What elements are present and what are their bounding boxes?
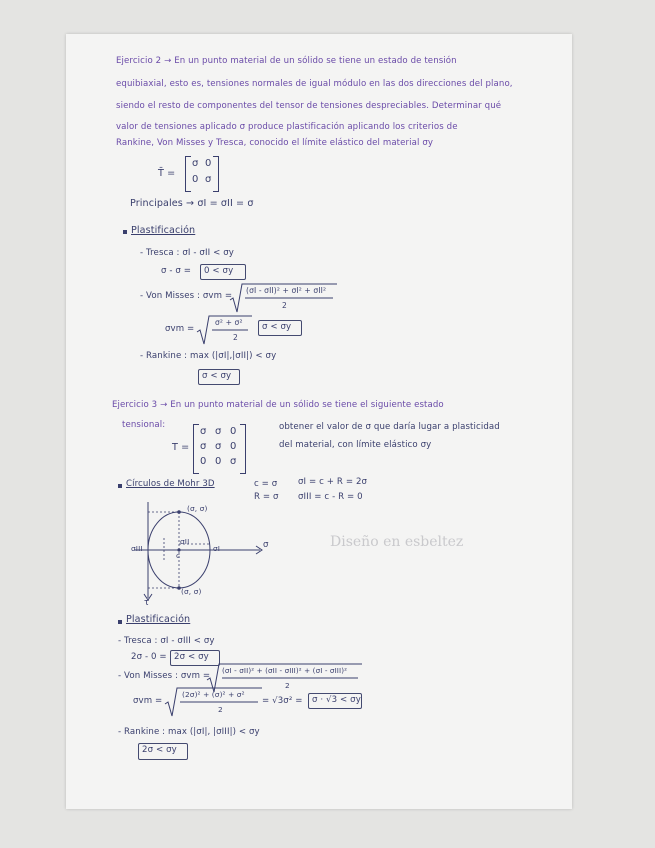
ex3-mohr-title: Círculos de Mohr 3D — [126, 479, 215, 489]
ex3-matrix-cell: 0 — [230, 441, 237, 452]
ex3-vm2: σvm = — [133, 696, 163, 706]
ex2-vm-numerator: (σI - σII)² + σI² + σII² — [246, 286, 327, 295]
ex3-vm2-numerator: (2σ)² + (σ)² + σ² — [182, 690, 245, 699]
ex3-matrix-cell: σ — [200, 426, 207, 437]
ex3-plastificacion-title: Plastificación — [126, 614, 191, 625]
ex2-tresca-result: 0 < σy — [204, 266, 234, 276]
ex3-label-sigma-ii: σII — [180, 537, 190, 546]
bullet-icon — [123, 230, 127, 234]
ex2-tresca-eq: σ - σ = — [161, 266, 192, 276]
ex3-c-eq: c = σ — [254, 479, 278, 489]
ex3-point-bottom: (σ, σ) — [181, 587, 202, 596]
ex3-vm-denominator: 2 — [285, 681, 290, 690]
ex3-matrix-cell: 0 — [200, 456, 207, 467]
ex3-vm2-denominator: 2 — [218, 705, 223, 714]
ex3-sigma-iii-eq: σIII = c - R = 0 — [298, 492, 363, 502]
ex3-obtener-1: obtener el valor de σ que daría lugar a plasticidad — [279, 422, 500, 432]
bullet-icon — [118, 484, 122, 488]
ex3-obtener-2: del material, con límite elástico σy — [279, 440, 432, 450]
ex3-tresca-result: 2σ < σy — [174, 652, 209, 662]
ex2-vm2-denominator: 2 — [233, 333, 238, 342]
ex2-plastificacion-title: Plastificación — [131, 225, 196, 236]
ex2-vm-denominator: 2 — [282, 301, 287, 310]
ex2-line-4: valor de tensiones aplicado σ produce plastificación aplicando los criterios de — [116, 122, 458, 132]
ex3-matrix-cell: σ — [230, 456, 237, 467]
ex2-rankine: - Rankine : max (|σI|,|σII|) < σy — [140, 351, 277, 361]
ex3-label-c: c — [176, 551, 181, 560]
ex3-rankine-result: 2σ < σy — [142, 745, 177, 755]
ex2-matrix-bracket-left — [185, 156, 191, 192]
ex3-point-top: (σ, σ) — [187, 504, 208, 513]
ex2-principales: Principales → σI = σII = σ — [130, 198, 254, 209]
ex2-matrix-cell: 0 — [205, 158, 212, 169]
ex3-tresca: - Tresca : σI - σIII < σy — [118, 636, 215, 646]
ex3-matrix-bracket-right — [240, 424, 246, 474]
ex3-axis-tau: τ — [144, 598, 150, 608]
ex3-matrix-bracket-left — [193, 424, 199, 474]
ex3-vonmises: - Von Misses : σvm = — [118, 671, 211, 681]
ex3-label-sigma-i: σI — [213, 544, 221, 553]
ex2-tresca: - Tresca : σI - σII < σy — [140, 248, 234, 258]
ex2-vm2-numerator: σ² + σ² — [215, 318, 243, 327]
ex3-matrix-cell: σ — [215, 441, 222, 452]
ex2-line-2: equibiaxial, esto es, tensiones normales de igual módulo en las dos direcciones del plano, — [116, 79, 513, 89]
ex2-vm-result: σ < σy — [262, 322, 292, 332]
bleed-through-text: Diseño en esbeltez — [330, 534, 464, 550]
ex3-matrix-cell: σ — [215, 426, 222, 437]
ex3-sigma-i-eq: σI = c + R = 2σ — [298, 477, 368, 487]
ex2-matrix-bracket-right — [213, 156, 219, 192]
ex2-vonmises: - Von Misses : σvm = — [140, 291, 233, 301]
ex3-vm-result: σ · √3 < σy — [312, 695, 361, 705]
ex2-line-3: siendo el resto de componentes del tensor de tensiones despreciables. Determinar qué — [116, 101, 502, 111]
ex2-matrix-cell: σ — [192, 158, 199, 169]
ex2-rankine-result: σ < σy — [202, 371, 232, 381]
ex2-line-5: Rankine, Von Misses y Tresca, conocido el límite elástico del material σy — [116, 138, 434, 148]
ex3-matrix-cell: σ — [200, 441, 207, 452]
ex2-matrix-cell: 0 — [192, 174, 199, 185]
ex3-vm2-mid: = √3σ² = — [262, 696, 303, 706]
ex3-r-eq: R = σ — [254, 492, 279, 502]
ex3-matrix-cell: 0 — [215, 456, 222, 467]
ex2-vm2: σvm = — [165, 324, 195, 334]
ex3-vm-numerator: (σI - σII)² + (σII - σIII)² + (σI - σIII)² — [222, 666, 348, 675]
ex3-matrix-cell: 0 — [230, 426, 237, 437]
ex3-tensor-label: T = — [172, 442, 190, 453]
ex3-axis-sigma: σ — [263, 540, 269, 550]
ex2-line-1: Ejercicio 2 → En un punto material de un sólido se tiene un estado de tensión — [116, 56, 457, 66]
ex3-tresca-eq: 2σ - 0 = — [131, 652, 167, 662]
ex3-rankine: - Rankine : max (|σI|, |σIII|) < σy — [118, 727, 260, 737]
bullet-icon — [118, 620, 122, 624]
ex2-tensor-label: T̄ = — [158, 168, 176, 179]
ex3-line-1: Ejercicio 3 → En un punto material de un sólido se tiene el siguiente estado — [112, 400, 444, 410]
ex3-label-sigma-iii: σIII — [131, 544, 143, 553]
ex2-matrix-cell: σ — [205, 174, 212, 185]
ex3-tensional: tensional: — [122, 420, 166, 430]
